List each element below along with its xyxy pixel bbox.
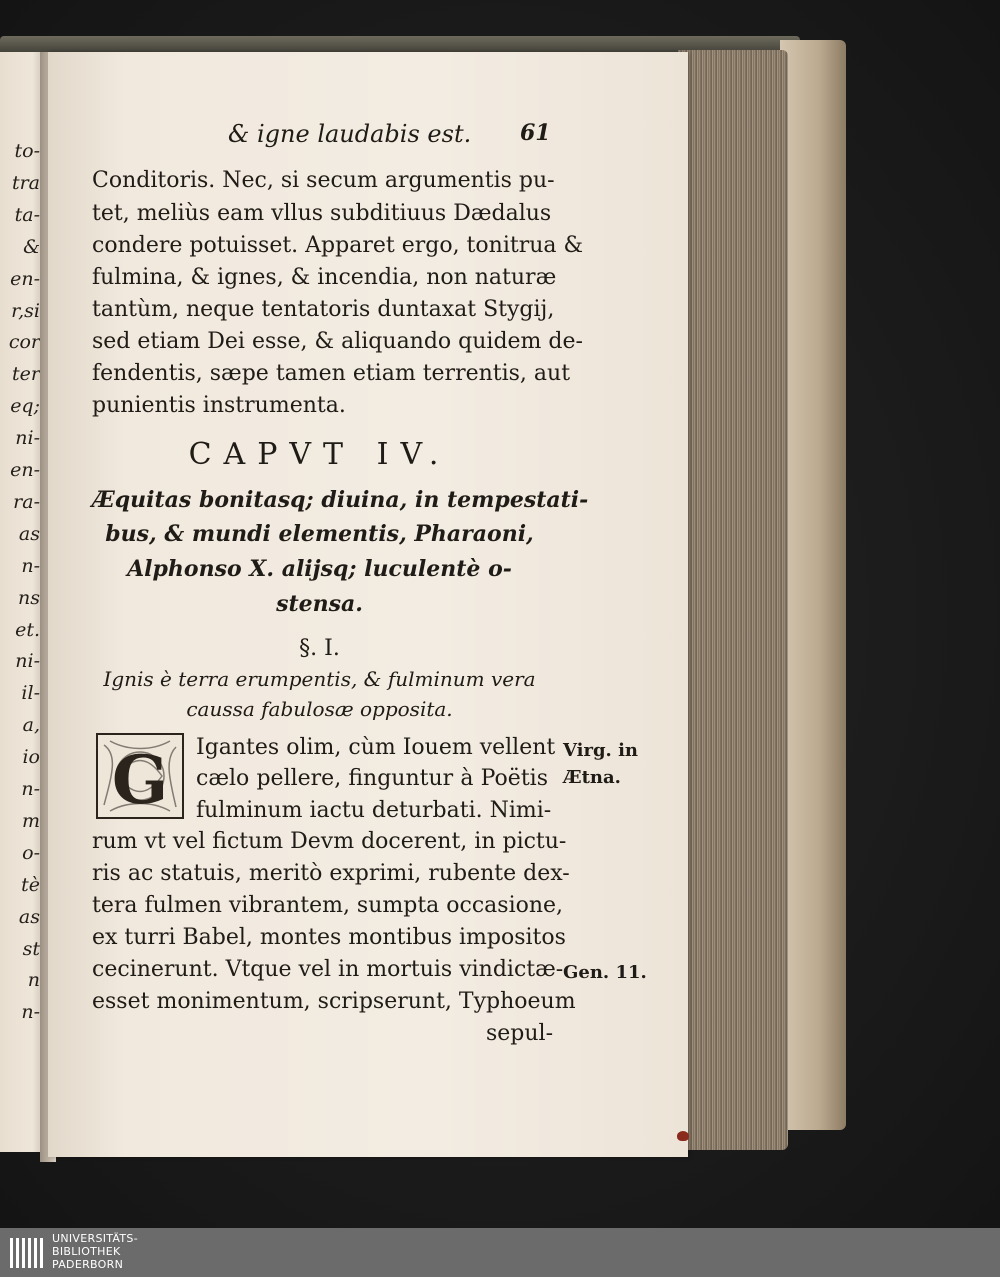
left-page-fragment: n- xyxy=(21,554,40,577)
body-line: sed etiam Dei esse, & aliquando quidem de- xyxy=(92,329,583,354)
left-page-fragment: cor xyxy=(8,331,40,354)
body-line: cælo pellere, finguntur à Poëtis xyxy=(196,766,548,791)
left-page-fragment: n xyxy=(27,969,40,992)
left-page-fragment: en- xyxy=(10,267,40,290)
body-line: fulminum iactu deturbati. Nimi- xyxy=(196,798,552,823)
left-page-fragment: tè xyxy=(21,873,40,896)
left-page-fragment: as xyxy=(18,905,40,928)
body-line: tantùm, neque tentatoris duntaxat Stygij, xyxy=(92,297,555,322)
left-page-fragment: ni- xyxy=(15,650,40,673)
body-line: fulmina, & ignes, & incendia, non naturæ xyxy=(92,265,557,290)
body-line: Igantes olim, cùm Iouem vellent xyxy=(196,735,556,760)
left-page-fragment: st xyxy=(22,937,40,960)
library-footer xyxy=(0,1228,1000,1277)
left-page-fragment: tra xyxy=(11,171,40,194)
page-block-edge xyxy=(678,50,788,1150)
left-page-fragment: ter xyxy=(12,363,40,386)
section-heading-line: caussa fabulosæ opposita. xyxy=(186,697,453,721)
marginal-note: Virg. in xyxy=(563,740,639,761)
left-page-fragment: n- xyxy=(21,1001,40,1024)
running-head: & igne laudabis est. xyxy=(228,120,472,148)
left-page-fragment: et. xyxy=(15,618,40,641)
left-page-fragment: & xyxy=(23,235,40,258)
page-number: 61 xyxy=(520,120,551,146)
chapter-heading-line: Alphonso X. alijsq; luculentè o- xyxy=(127,556,512,582)
drop-cap-initial xyxy=(96,733,184,819)
body-line: fendentis, sæpe tamen etiam terrentis, aut xyxy=(92,361,571,386)
chapter-title: CAPVT IV. xyxy=(188,437,451,472)
body-line: Conditoris. Nec, si secum argumentis pu- xyxy=(92,168,555,193)
left-page-fragment: m xyxy=(21,809,40,832)
left-page-fragment: as xyxy=(18,522,40,545)
book-back-cover xyxy=(780,40,846,1130)
library-name xyxy=(52,1232,138,1271)
section-heading-line: Ignis è terra erumpentis, & fulminum vera xyxy=(103,667,536,691)
chapter-heading-line: stensa. xyxy=(276,591,363,617)
ink-spot xyxy=(677,1131,689,1141)
left-page-fragment: n- xyxy=(21,778,40,800)
body-line: ex turri Babel, montes montibus impositos xyxy=(92,925,566,950)
body-line: rum vt vel fictum Devm docerent, in pictu- xyxy=(92,829,567,854)
catchword: sepul- xyxy=(485,1021,553,1046)
library-logo-icon xyxy=(8,1234,46,1272)
body-line: tera fulmen vibrantem, sumpta occasione, xyxy=(92,893,564,918)
chapter-heading-line: bus, & mundi elementis, Pharaoni, xyxy=(105,521,534,547)
left-page-fragment: ni- xyxy=(15,427,40,450)
body-line: condere potuisset. Apparet ergo, tonitrua & xyxy=(92,233,584,258)
left-page-fragment: o- xyxy=(22,841,40,864)
body-line: cecinerunt. Vtque vel in mortuis vindictæ- xyxy=(92,957,564,982)
left-page-fragment: il- xyxy=(21,682,40,705)
drop-cap-letter: G xyxy=(111,741,169,819)
library-name-line: UNIVERSITÄTS- xyxy=(52,1232,138,1245)
left-page-fragment: to- xyxy=(14,140,40,162)
marginal-note: Ætna. xyxy=(563,767,621,788)
left-page-fragment: ra- xyxy=(13,490,40,513)
body-line: ris ac statuis, meritò exprimi, rubente dex- xyxy=(92,861,570,886)
body-line: tet, meliùs eam vllus subditiuus Dædalus xyxy=(92,201,552,226)
library-name-line: BIBLIOTHEK xyxy=(52,1245,121,1258)
body-line: esset monimentum, scripserunt, Typhoeum xyxy=(92,989,576,1014)
section-mark: §. I. xyxy=(299,636,340,661)
left-page-fragment: en- xyxy=(10,459,40,481)
body-line: punientis instrumenta. xyxy=(92,393,346,418)
left-page-fragment: eq; xyxy=(10,395,40,418)
chapter-heading-line: Æquitas bonitasq; diuina, in tempestati- xyxy=(92,487,589,513)
left-page-fragment: ta- xyxy=(14,203,40,226)
left-page-fragment: r,si xyxy=(11,299,40,322)
marginal-note: Gen. 11. xyxy=(563,962,647,983)
left-page-fragment: a, xyxy=(22,714,40,737)
library-name-line: PADERBORN xyxy=(52,1258,124,1271)
left-page-fragment: io xyxy=(22,746,40,769)
left-page-fragment: ns xyxy=(18,586,40,609)
